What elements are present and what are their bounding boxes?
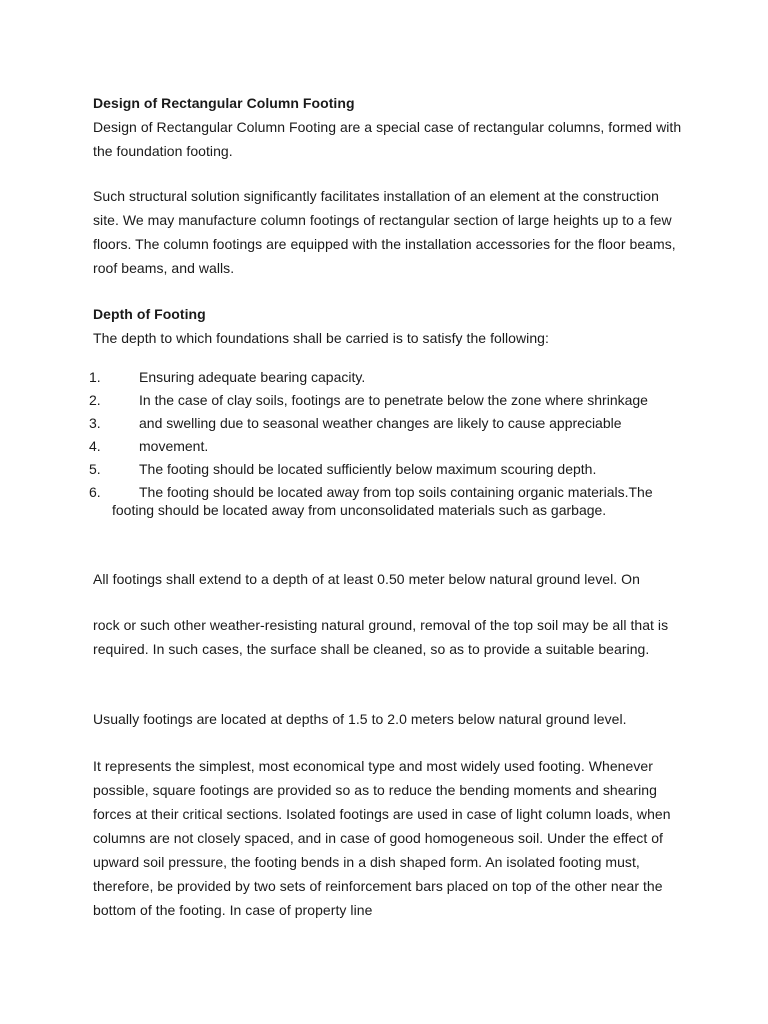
list-item: [89, 414, 689, 432]
document-title: Design of Rectangular Column Footing: [93, 95, 355, 111]
depth-requirements-list: [89, 368, 689, 524]
list-item-text: movement.: [139, 438, 209, 454]
list-item: [89, 437, 689, 455]
list-item-text: Ensuring adequate bearing capacity.: [139, 369, 366, 385]
list-item-number: 2.: [89, 392, 101, 408]
list-item: [89, 460, 689, 478]
list-item-number: 6.: [89, 484, 101, 500]
list-item-number: 4.: [89, 438, 101, 454]
list-item: [89, 391, 689, 409]
depth-of-footing-heading: Depth of Footing: [93, 306, 206, 322]
all-footings-paragraph: All footings shall extend to a depth of at least 0.50 meter below natural ground level. On: [93, 571, 640, 587]
list-item: [89, 368, 689, 386]
structural-paragraph: Such structural solution significantly facilitates installation of an element at the construction site. We may manufacture column footings of rectangular section of large heights up to a few floors. The column footings are equipped with the installation accessories for the floor beams, roof beams, and walls.: [93, 188, 676, 276]
simplest-footing-paragraph: It represents the simplest, most economical type and most widely used footing. Whenever possible, square footings are provided so as to reduce the bending moments and shearing forces at their critical sections. Isolated footings are used in case of light column loads, when columns are not closely spaced, and in case of good homogeneous soil. Under the effect of upward soil pressure, the footing bends in a dish shaped form. An isolated footing must, therefore, be provided by two sets of reinforcement bars placed on top of the other near the bottom of the footing. In case of property line: [93, 758, 671, 918]
rock-paragraph: rock or such other weather-resisting natural ground, removal of the top soil may be all that is required. In such cases, the surface shall be cleaned, so as to provide a suitable bearing.: [93, 617, 669, 657]
list-item-number: 1.: [89, 369, 101, 385]
usually-paragraph: Usually footings are located at depths of 1.5 to 2.0 meters below natural ground level.: [93, 711, 627, 727]
list-item-text: In the case of clay soils, footings are to penetrate below the zone where shrinkage: [139, 392, 648, 408]
list-item-number: 5.: [89, 461, 101, 477]
intro-paragraph: Design of Rectangular Column Footing are a special case of rectangular columns, formed with the foundation footing.: [93, 119, 682, 159]
list-item: [89, 483, 689, 519]
list-item-number: 3.: [89, 415, 101, 431]
list-item-text: The footing should be located sufficiently below maximum scouring depth.: [139, 461, 597, 477]
list-item-text: and swelling due to seasonal weather changes are likely to cause appreciable: [139, 415, 622, 431]
list-item-text: The footing should be located away from top soils containing organic materials.The footing should be located away from unconsolidated materials such as garbage.: [112, 484, 653, 518]
depth-intro-paragraph: The depth to which foundations shall be carried is to satisfy the following:: [93, 330, 549, 346]
